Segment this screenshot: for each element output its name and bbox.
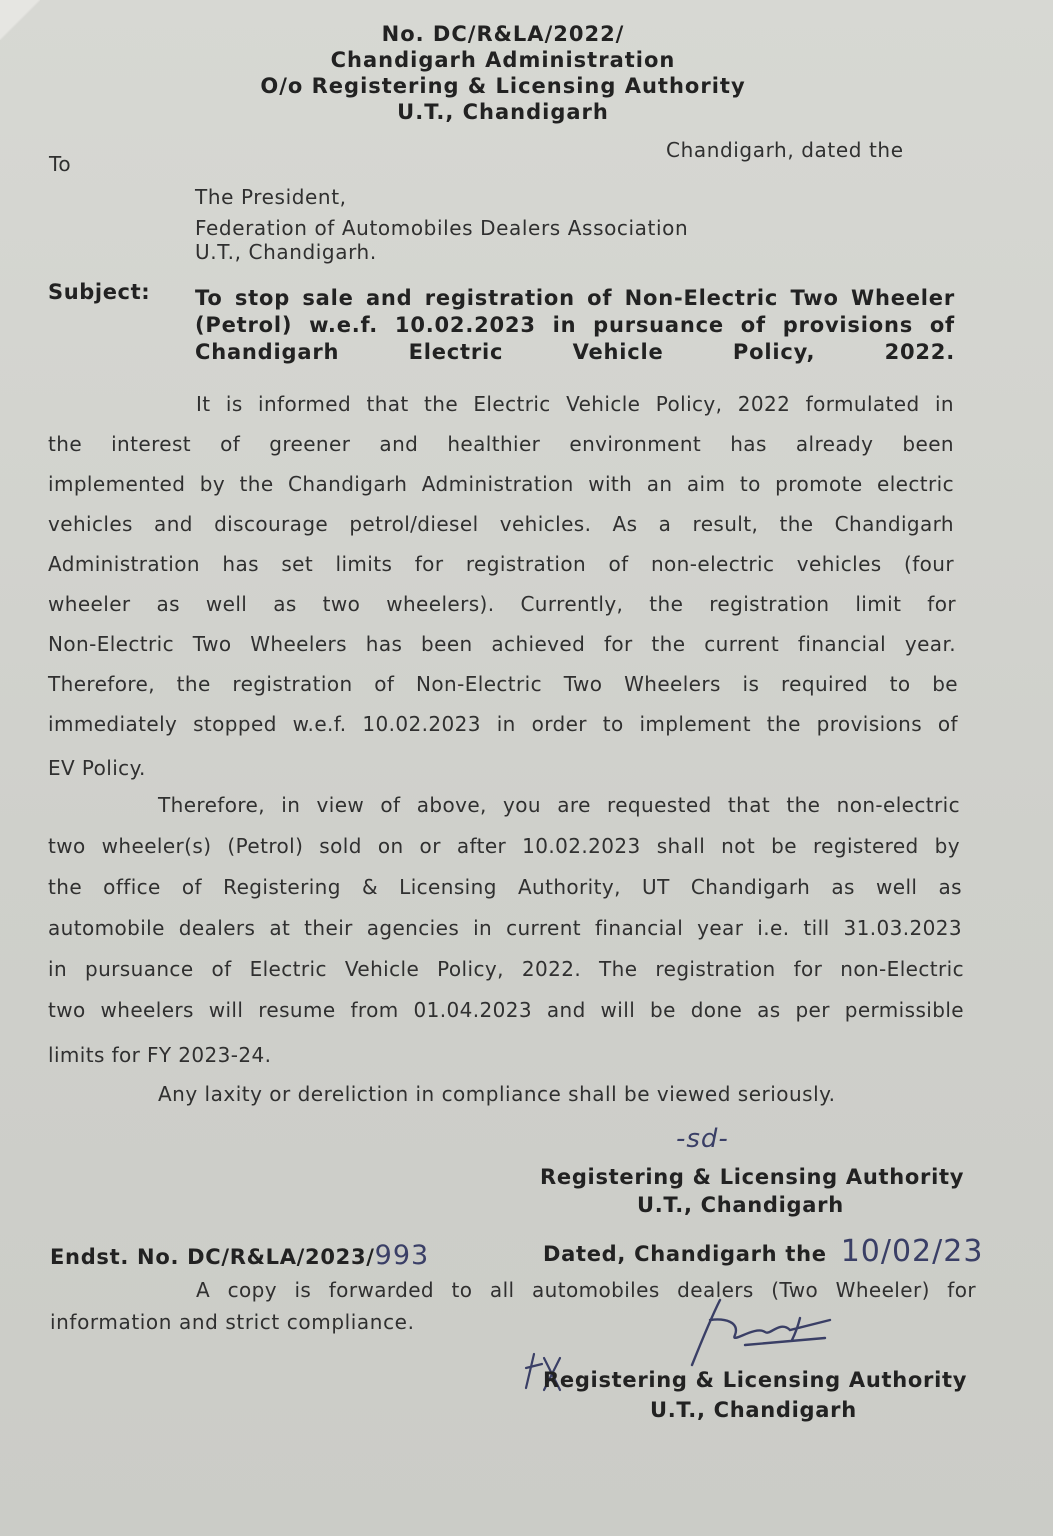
subject-line: To stop sale and registration of Non-Electric Two Wheeler: [195, 286, 955, 310]
para1-line: vehicles and discourage petrol/diesel vehicles. As a result, the Chandigarh: [48, 512, 954, 536]
endorsement-handwritten-number: 993: [374, 1240, 430, 1271]
para1-line: immediately stopped w.e.f. 10.02.2023 in order to implement the provisions of: [48, 712, 958, 736]
para1-line: the interest of greener and healthier environment has already been: [48, 432, 954, 456]
office-name: O/o Registering & Licensing Authority: [260, 74, 746, 98]
signoff2-title: Registering & Licensing Authority: [543, 1368, 968, 1392]
para3-line: Any laxity or dereliction in compliance shall be viewed seriously.: [158, 1082, 836, 1106]
para1-line: It is informed that the Electric Vehicle Policy, 2022 formulated in: [196, 392, 954, 416]
reference-number: No. DC/R&LA/2022/: [381, 22, 625, 46]
subject-label: Subject:: [48, 280, 151, 304]
handwritten-date: 10/02/23: [840, 1234, 984, 1269]
para2-line: two wheelers will resume from 01.04.2023 and will be done as per permissible: [48, 998, 964, 1022]
addressee-line: U.T., Chandigarh.: [195, 240, 377, 264]
para1-line: wheeler as well as two wheelers). Currently, the registration limit for: [48, 592, 956, 616]
para1-line: EV Policy.: [48, 756, 146, 780]
to-label: To: [49, 152, 72, 176]
para2-line: in pursuance of Electric Vehicle Policy, 2022. The registration for non-Electric: [48, 957, 964, 981]
para1-line: Therefore, the registration of Non-Electric Two Wheelers is required to be: [48, 672, 958, 696]
signoff1-place: U.T., Chandigarh: [637, 1193, 844, 1217]
subject-line: (Petrol) w.e.f. 10.02.2023 in pursuance of provisions of: [195, 313, 955, 337]
subject-line: Chandigarh Electric Vehicle Policy, 2022.: [195, 340, 955, 364]
para2-line: two wheeler(s) (Petrol) sold on or after 10.02.2023 shall not be registered by: [48, 834, 960, 858]
dated-label: Dated, Chandigarh the: [543, 1242, 827, 1266]
organization-name: Chandigarh Administration: [330, 48, 676, 72]
date-line: Chandigarh, dated the: [666, 138, 904, 162]
para2-line: the office of Registering & Licensing Authority, UT Chandigarh as well as: [48, 875, 962, 899]
signoff2-place: U.T., Chandigarh: [650, 1398, 857, 1422]
officer-signature: [680, 1290, 840, 1370]
para1-line: Non-Electric Two Wheelers has been achieved for the current financial year.: [48, 632, 956, 656]
para2-line: limits for FY 2023-24.: [48, 1043, 272, 1067]
addressee-line: The President,: [195, 185, 347, 209]
endorsement-dated: [543, 1234, 983, 1269]
endorsement-line: information and strict compliance.: [50, 1310, 415, 1334]
para1-line: Administration has set limits for registration of non-electric vehicles (four: [48, 552, 954, 576]
endorsement-prefix: Endst. No. DC/R&LA/2023/: [50, 1245, 375, 1269]
para1-line: implemented by the Chandigarh Administration with an aim to promote electric: [48, 472, 954, 496]
para2-line: automobile dealers at their agencies in current financial year i.e. till 31.03.2023: [48, 916, 962, 940]
header-place: U.T., Chandigarh: [397, 100, 609, 124]
endorsement-number: [50, 1240, 429, 1271]
addressee-line: Federation of Automobiles Dealers Association: [195, 216, 689, 240]
signoff1-title: Registering & Licensing Authority: [540, 1165, 965, 1189]
endorsement-line: A copy is forwarded to all automobiles dealers (Two Wheeler) for: [196, 1278, 976, 1302]
sd-signature: -sd-: [676, 1124, 729, 1154]
para2-line: Therefore, in view of above, you are requested that the non-electric: [158, 793, 960, 817]
